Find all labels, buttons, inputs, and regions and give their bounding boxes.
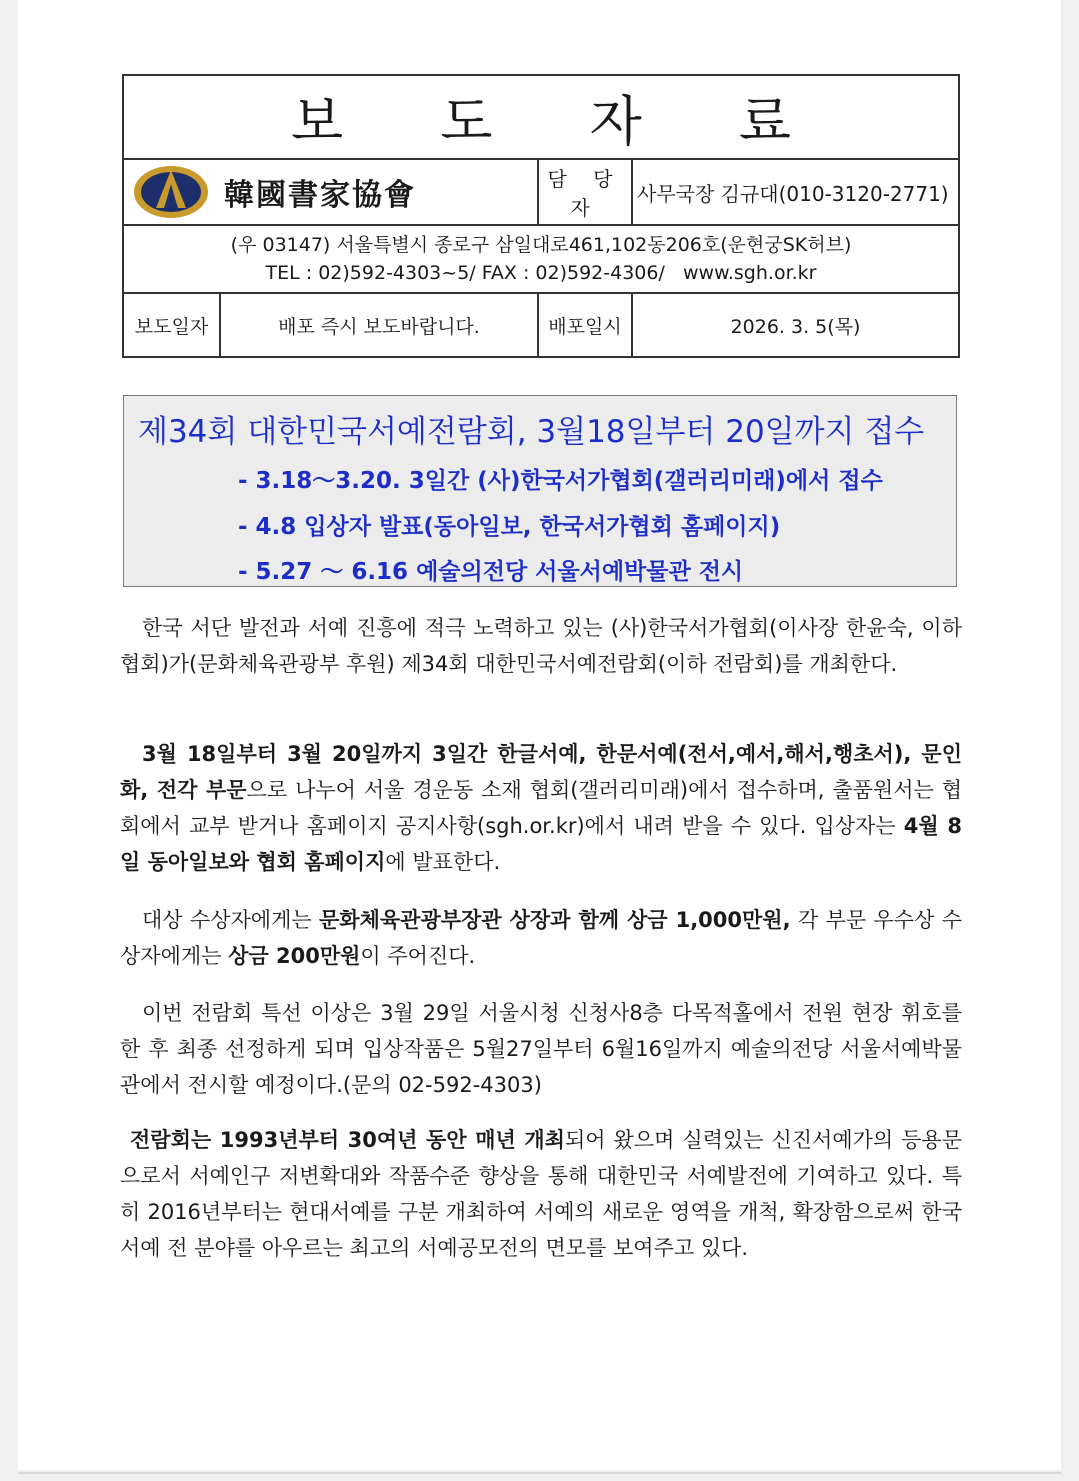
paragraph-text: 대상 수상자에게는 xyxy=(142,908,320,932)
report-date-value: 배포 즉시 보도바랍니다. xyxy=(220,293,538,357)
body-paragraph-1: 한국 서단 발전과 서예 진흥에 적극 노력하고 있는 (사)한국서가협회(이사장 한윤숙, 이하 협회)가(문화체육관광부 후원) 제34회 대한민국서예전람회(이하 전람회)를 개최한다. xyxy=(120,616,962,676)
address-cell xyxy=(123,225,959,293)
body-paragraph-2 xyxy=(120,736,962,880)
body-paragraph-4: 이번 전람회 특선 이상은 3월 29일 서울시청 신청사8층 다목적홀에서 전원 현장 휘호를 한 후 최종 선정하게 되며 입상작품은 5월27일부터 6월16일까지 예술의전당 서울서예박물관에서 전시할 예정이다.(문의 02-592-4303) xyxy=(120,1001,962,1097)
summary-bullet: - 4.8 입상자 발표(동아일보, 한국서가협회 홈페이지) xyxy=(238,514,781,540)
bold-text: 전람회는 1993년부터 30여년 동안 매년 개최 xyxy=(130,1128,565,1152)
organization-logo-cell xyxy=(123,159,538,225)
paragraph-text: 이 주어진다. xyxy=(360,944,476,968)
contact-label: 담 당 자 xyxy=(538,159,632,225)
body-paragraph-5 xyxy=(120,1122,962,1266)
body-paragraph-3 xyxy=(120,902,962,974)
press-release-header-table xyxy=(122,74,960,358)
organization-name-logo: 韓國書家協會 xyxy=(224,178,416,213)
report-date-label: 보도일자 xyxy=(123,293,220,357)
contact-value: 사무국장 김규대(010-3120-2771) xyxy=(632,159,959,225)
bold-text: 문화체육관광부장관 상장과 함께 상금 1,000만원, xyxy=(319,908,791,932)
summary-box xyxy=(123,395,957,587)
bold-text: 4월 8일 동아일보와 협회 홈페이지 xyxy=(120,814,962,874)
address-line: (우 03147) 서울특별시 종로구 삼일대로461,102동206호(운현궁SK허브) xyxy=(230,234,852,256)
document-title: 보 도 자 료 xyxy=(123,75,959,159)
summary-bullet: - 5.27 ～ 6.16 예술의전당 서울서예박물관 전시 xyxy=(238,559,744,585)
paragraph-text: 각 부문 우수상 수상자에게는 xyxy=(120,908,963,968)
bold-text: 상금 200만원 xyxy=(228,944,361,968)
distribution-date-value: 2026. 3. 5(목) xyxy=(632,293,959,357)
summary-headline: 제34회 대한민국서예전람회, 3월18일부터 20일까지 접수 xyxy=(138,414,925,450)
page-bottom-divider xyxy=(18,1472,1061,1474)
paragraph-text: 으로 나누어 서울 경운동 소재 협회(갤러리미래)에서 접수하며, 출품원서는 협회에서 교부 받거나 홈페이지 공지사항(sgh.or.kr)에서 내려 받을 수 있다. 입상자는 xyxy=(120,778,963,838)
association-logo-icon xyxy=(132,164,210,220)
tel-fax-line: TEL : 02)592-4303~5/ FAX : 02)592-4306/ www.sgh.or.kr xyxy=(265,262,817,284)
paragraph-text: 되어 왔으며 실력있는 신진서예가의 등용문으로서 서예인구 저변확대와 작품수준 향상을 통해 대한민국 서예발전에 기여하고 있다. 특히 2016년부터는 현대서예를 구분 개최하여 서예의 새로운 영역을 개척, 확장함으로써 한국서예 전 분야를 아우르는 최고의 서예공모전의 면모를 보여주고 있다. xyxy=(120,1128,962,1260)
distribution-date-label: 배포일시 xyxy=(538,293,632,357)
paragraph-text: 에 발표한다. xyxy=(385,850,501,874)
summary-bullet: - 3.18～3.20. 3일간 (사)한국서가협회(갤러리미래)에서 접수 xyxy=(238,468,883,494)
bold-text: 3월 18일부터 3월 20일까지 3일간 한글서예, 한문서예(전서,예서,해서,행초서), 문인화, 전각 부문 xyxy=(120,742,962,802)
